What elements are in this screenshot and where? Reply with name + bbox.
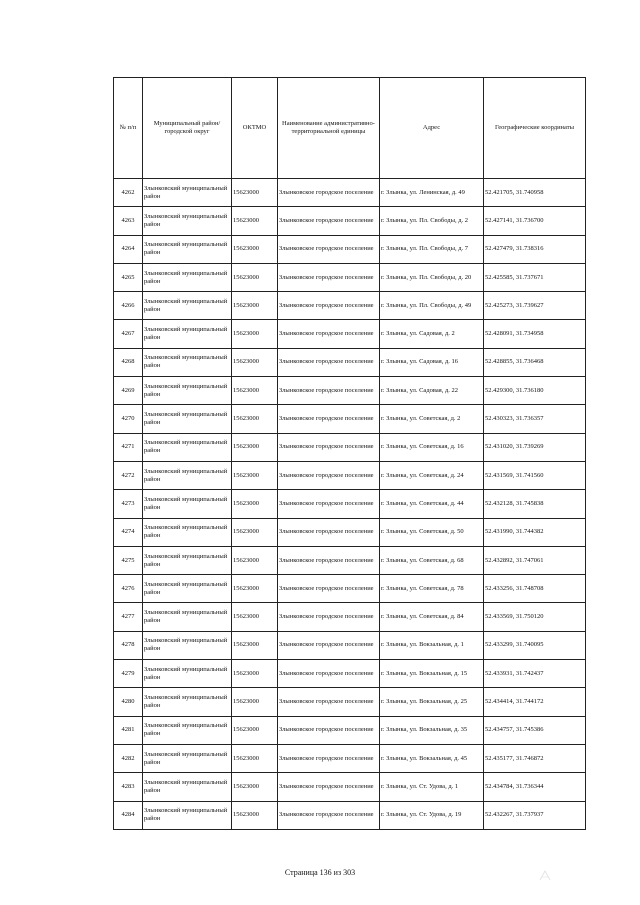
cell-unit: Злынковское городское поселение [278,235,380,263]
cell-district: Злынковский муниципальный район [143,235,232,263]
cell-coords: 52.433256, 31.748708 [484,575,586,603]
cell-address: г. Злынка, ул. Советская, д. 78 [380,575,484,603]
cell-district: Злынковский муниципальный район [143,207,232,235]
cell-address: г. Злынка, ул. Вокзальная, д. 45 [380,744,484,772]
cell-num: 4266 [114,292,143,320]
cell-coords: 52.434757, 31.745386 [484,716,586,744]
table-row [114,546,586,574]
header-unit: Наименование административно-территориальной единицы [278,78,380,179]
cell-num: 4268 [114,348,143,376]
cell-num: 4278 [114,631,143,659]
cell-oktmo: 15623000 [232,377,278,405]
cell-oktmo: 15623000 [232,179,278,207]
header-coords: Географические координаты [484,78,586,179]
cell-coords: 52.433931, 31.742437 [484,660,586,688]
cell-coords: 52.429300, 31.736180 [484,377,586,405]
cell-num: 4265 [114,263,143,291]
cell-address: г. Злынка, ул. Вокзальная, д. 35 [380,716,484,744]
table-row [114,744,586,772]
cell-oktmo: 15623000 [232,744,278,772]
cell-district: Злынковский муниципальный район [143,716,232,744]
cell-address: г. Злынка, ул. Советская, д. 68 [380,546,484,574]
header-district: Муниципальный район/городской округ [143,78,232,179]
cell-district: Злынковский муниципальный район [143,518,232,546]
cell-num: 4276 [114,575,143,603]
header-address: Адрес [380,78,484,179]
cell-unit: Злынковское городское поселение [278,631,380,659]
table-row [114,490,586,518]
cell-num: 4281 [114,716,143,744]
cell-num: 4273 [114,490,143,518]
cell-address: г. Злынка, ул. Советская, д. 16 [380,433,484,461]
cell-num: 4264 [114,235,143,263]
cell-unit: Злынковское городское поселение [278,207,380,235]
cell-address: г. Злынка, ул. Ст. Удова, д. 19 [380,801,484,829]
cell-coords: 52.435177, 31.746872 [484,744,586,772]
scan-artifact-icon [538,868,552,882]
table-row [114,179,586,207]
cell-coords: 52.433569, 31.750120 [484,603,586,631]
cell-oktmo: 15623000 [232,292,278,320]
table-row [114,461,586,489]
cell-unit: Злынковское городское поселение [278,660,380,688]
cell-unit: Злынковское городское поселение [278,575,380,603]
cell-unit: Злынковское городское поселение [278,179,380,207]
cell-district: Злынковский муниципальный район [143,773,232,801]
cell-unit: Злынковское городское поселение [278,490,380,518]
cell-num: 4284 [114,801,143,829]
cell-coords: 52.425585, 31.737671 [484,263,586,291]
cell-address: г. Злынка, ул. Пл. Свободы, д. 49 [380,292,484,320]
cell-oktmo: 15623000 [232,490,278,518]
cell-address: г. Злынка, ул. Вокзальная, д. 25 [380,688,484,716]
cell-unit: Злынковское городское поселение [278,320,380,348]
cell-address: г. Злынка, ул. Пл. Свободы, д. 7 [380,235,484,263]
cell-district: Злынковский муниципальный район [143,263,232,291]
table-row [114,631,586,659]
cell-num: 4263 [114,207,143,235]
cell-coords: 52.428091, 31.734958 [484,320,586,348]
cell-oktmo: 15623000 [232,801,278,829]
cell-num: 4267 [114,320,143,348]
cell-num: 4274 [114,518,143,546]
cell-oktmo: 15623000 [232,603,278,631]
cell-num: 4271 [114,433,143,461]
cell-district: Злынковский муниципальный район [143,688,232,716]
cell-num: 4269 [114,377,143,405]
cell-unit: Злынковское городское поселение [278,348,380,376]
cell-unit: Злынковское городское поселение [278,263,380,291]
header-num: № п/п [114,78,143,179]
cell-num: 4270 [114,405,143,433]
table-row [114,207,586,235]
cell-address: г. Злынка, ул. Пл. Свободы, д. 2 [380,207,484,235]
cell-num: 4262 [114,179,143,207]
cell-address: г. Злынка, ул. Советская, д. 44 [380,490,484,518]
table-row [114,292,586,320]
cell-unit: Злынковское городское поселение [278,603,380,631]
cell-coords: 52.432128, 31.745838 [484,490,586,518]
cell-num: 4277 [114,603,143,631]
table-row [114,716,586,744]
cell-coords: 52.428855, 31.736468 [484,348,586,376]
cell-unit: Злынковское городское поселение [278,744,380,772]
cell-district: Злынковский муниципальный район [143,603,232,631]
cell-num: 4279 [114,660,143,688]
cell-oktmo: 15623000 [232,405,278,433]
cell-oktmo: 15623000 [232,518,278,546]
cell-num: 4283 [114,773,143,801]
cell-oktmo: 15623000 [232,207,278,235]
cell-coords: 52.433299, 31.740095 [484,631,586,659]
cell-unit: Злынковское городское поселение [278,716,380,744]
table-row [114,263,586,291]
cell-district: Злынковский муниципальный район [143,490,232,518]
cell-coords: 52.432892, 31.747061 [484,546,586,574]
cell-oktmo: 15623000 [232,461,278,489]
table-row [114,405,586,433]
cell-unit: Злынковское городское поселение [278,518,380,546]
cell-coords: 52.432267, 31.737937 [484,801,586,829]
cell-num: 4275 [114,546,143,574]
cell-coords: 52.431990, 31.744382 [484,518,586,546]
cell-district: Злынковский муниципальный район [143,348,232,376]
cell-coords: 52.430323, 31.736357 [484,405,586,433]
cell-coords: 52.421705, 31.740958 [484,179,586,207]
cell-district: Злынковский муниципальный район [143,405,232,433]
cell-address: г. Злынка, ул. Вокзальная, д. 1 [380,631,484,659]
table-row [114,235,586,263]
table-row [114,773,586,801]
page-number: Страница 136 из 303 [284,868,356,877]
cell-unit: Злынковское городское поселение [278,405,380,433]
cell-district: Злынковский муниципальный район [143,744,232,772]
cell-oktmo: 15623000 [232,235,278,263]
table-row [114,603,586,631]
cell-coords: 52.431569, 31.741560 [484,461,586,489]
cell-oktmo: 15623000 [232,263,278,291]
table-row [114,688,586,716]
cell-coords: 52.434414, 31.744172 [484,688,586,716]
cell-address: г. Злынка, ул. Пл. Свободы, д. 20 [380,263,484,291]
cell-unit: Злынковское городское поселение [278,292,380,320]
cell-oktmo: 15623000 [232,716,278,744]
cell-oktmo: 15623000 [232,631,278,659]
cell-address: г. Злынка, ул. Ленинская, д. 49 [380,179,484,207]
cell-coords: 52.427141, 31.736700 [484,207,586,235]
table-row [114,801,586,829]
table-row [114,320,586,348]
cell-oktmo: 15623000 [232,688,278,716]
cell-address: г. Злынка, ул. Советская, д. 84 [380,603,484,631]
table-header [114,78,586,179]
cell-unit: Злынковское городское поселение [278,546,380,574]
cell-coords: 52.431020, 31.739269 [484,433,586,461]
cell-address: г. Злынка, ул. Садовая, д. 22 [380,377,484,405]
address-registry-table [113,77,586,830]
cell-oktmo: 15623000 [232,546,278,574]
table-row [114,348,586,376]
cell-coords: 52.425273, 31.739627 [484,292,586,320]
table-row [114,377,586,405]
cell-address: г. Злынка, ул. Садовая, д. 16 [380,348,484,376]
cell-unit: Злынковское городское поселение [278,377,380,405]
cell-district: Злынковский муниципальный район [143,179,232,207]
cell-district: Злынковский муниципальный район [143,660,232,688]
cell-unit: Злынковское городское поселение [278,688,380,716]
cell-oktmo: 15623000 [232,320,278,348]
cell-district: Злынковский муниципальный район [143,433,232,461]
table-body [114,179,586,830]
cell-address: г. Злынка, ул. Советская, д. 50 [380,518,484,546]
cell-oktmo: 15623000 [232,660,278,688]
cell-address: г. Злынка, ул. Вокзальная, д. 15 [380,660,484,688]
cell-address: г. Злынка, ул. Ст. Удова, д. 1 [380,773,484,801]
cell-unit: Злынковское городское поселение [278,773,380,801]
cell-oktmo: 15623000 [232,433,278,461]
table-row [114,518,586,546]
cell-num: 4280 [114,688,143,716]
cell-district: Злынковский муниципальный район [143,575,232,603]
cell-address: г. Злынка, ул. Садовая, д. 2 [380,320,484,348]
cell-oktmo: 15623000 [232,575,278,603]
cell-unit: Злынковское городское поселение [278,801,380,829]
cell-unit: Злынковское городское поселение [278,433,380,461]
cell-district: Злынковский муниципальный район [143,292,232,320]
cell-unit: Злынковское городское поселение [278,461,380,489]
cell-oktmo: 15623000 [232,348,278,376]
cell-num: 4272 [114,461,143,489]
cell-district: Злынковский муниципальный район [143,546,232,574]
cell-district: Злынковский муниципальный район [143,801,232,829]
header-row [114,78,586,179]
cell-district: Злынковский муниципальный район [143,461,232,489]
header-oktmo: ОКТМО [232,78,278,179]
cell-district: Злынковский муниципальный район [143,631,232,659]
cell-num: 4282 [114,744,143,772]
table-row [114,433,586,461]
cell-district: Злынковский муниципальный район [143,377,232,405]
table-row [114,660,586,688]
cell-coords: 52.427479, 31.738316 [484,235,586,263]
cell-oktmo: 15623000 [232,773,278,801]
table-row [114,575,586,603]
cell-coords: 52.434784, 31.736344 [484,773,586,801]
cell-address: г. Злынка, ул. Советская, д. 24 [380,461,484,489]
cell-address: г. Злынка, ул. Советская, д. 2 [380,405,484,433]
cell-district: Злынковский муниципальный район [143,320,232,348]
